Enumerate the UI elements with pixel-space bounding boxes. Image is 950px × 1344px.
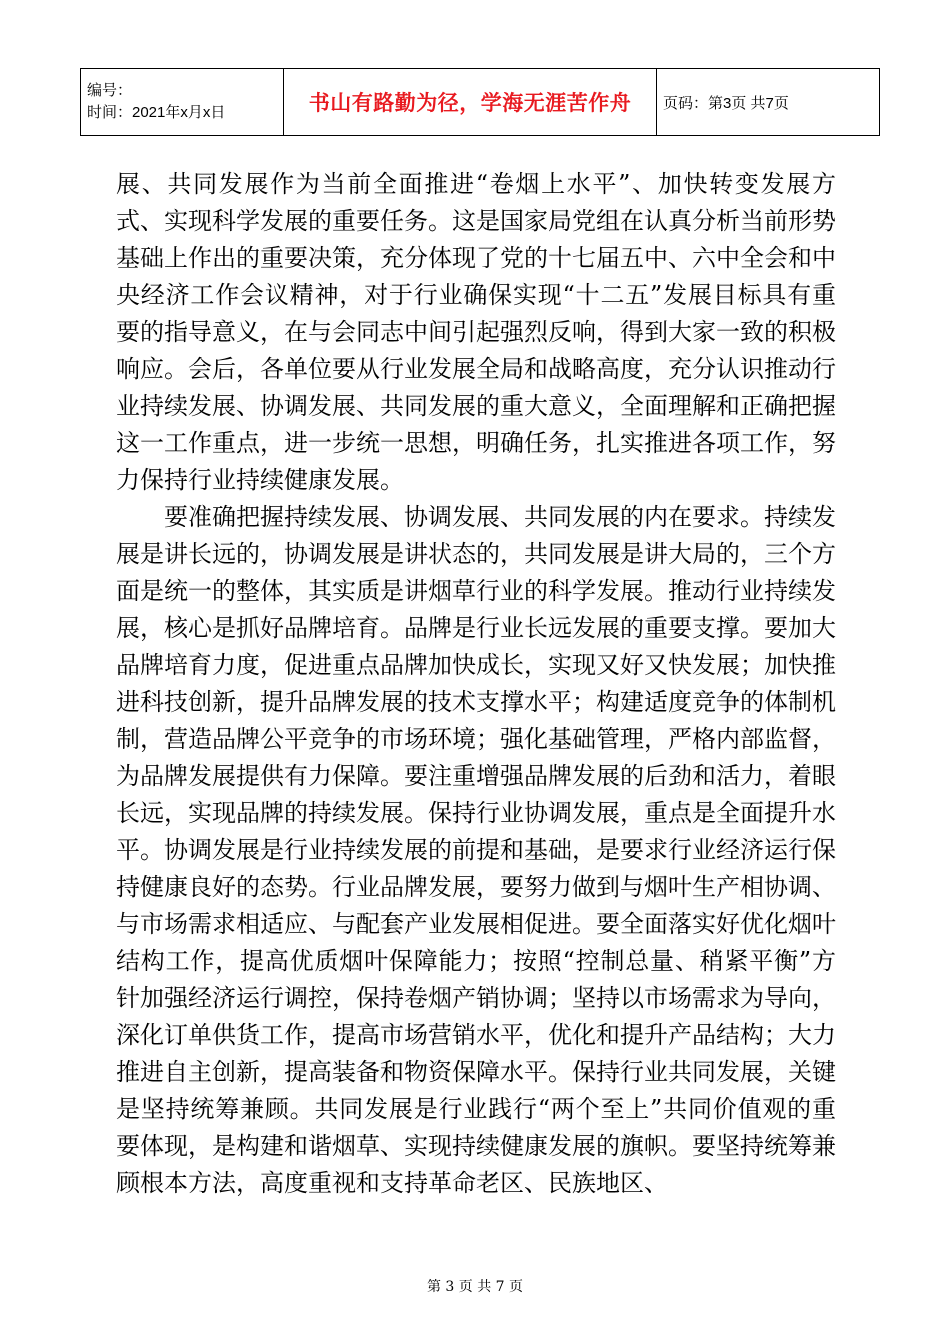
time-label: 时间：2021年x月x日	[87, 104, 226, 121]
page-footer: 第 3 页 共 7 页	[426, 1279, 524, 1295]
header-meta-cell	[81, 69, 284, 136]
page-info: 页码：第3页 共7页	[657, 69, 880, 136]
paragraph-continuation: 展、共同发展作为当前全面推进“卷烟上水平”、加快转变发展方式、实现科学发展的重要任务。这是国家局党组在认真分析当前形势基础上作出的重要决策，充分体现了党的十七届五中、六中全会和中央经济工作会议精神，对于行业确保实现“十二五”发展目标具有重要的指导意义，在与会同志中间引起强烈反响，得到大家一致的积极响应。会后，各单位要从行业发展全局和战略高度，充分认识推动行业持续发展、协调发展、共同发展的重大意义，全面理解和正确把握这一工作重点，进一步统一思想，明确任务，扎实推进各项工作，努力保持行业持续健康发展。	[116, 170, 836, 494]
document-body	[116, 166, 836, 1202]
document-header	[80, 68, 880, 136]
code-label: 编号：	[87, 82, 133, 99]
motto: 书山有路勤为径，学海无涯苦作舟	[284, 69, 657, 136]
paragraph: 要准确把握持续发展、协调发展、共同发展的内在要求。持续发展是讲长远的，协调发展是讲状态的，共同发展是讲大局的，三个方面是统一的整体，其实质是讲烟草行业的科学发展。推动行业持续发展，核心是抓好品牌培育。品牌是行业长远发展的重要支撑。要加大品牌培育力度，促进重点品牌加快成长，实现又好又快发展；加快推进科技创新，提升品牌发展的技术支撑水平；构建适度竞争的体制机制，营造品牌公平竞争的市场环境；强化基础管理，严格内部监督，为品牌发展提供有力保障。要注重增强品牌发展的后劲和活力，着眼长远，实现品牌的持续发展。保持行业协调发展，重点是全面提升水平。协调发展是行业持续发展的前提和基础，是要求行业经济运行保持健康良好的态势。行业品牌发展，要努力做到与烟叶生产相协调、与市场需求相适应、与配套产业发展相促进。要全面落实好优化烟叶结构工作，提高优质烟叶保障能力；按照“控制总量、稍紧平衡”方针加强经济运行调控，保持卷烟产销协调；坚持以市场需求为导向，深化订单供货工作，提高市场营销水平，优化和提升产品结构；大力推进自主创新，提高装备和物资保障水平。保持行业共同发展，关键是坚持统筹兼顾。共同发展是行业践行“两个至上”共同价值观的重要体现，是构建和谐烟草、实现持续健康发展的旗帜。要坚持统筹兼顾根本方法，高度重视和支持革命老区、民族地区、	[116, 503, 836, 1197]
